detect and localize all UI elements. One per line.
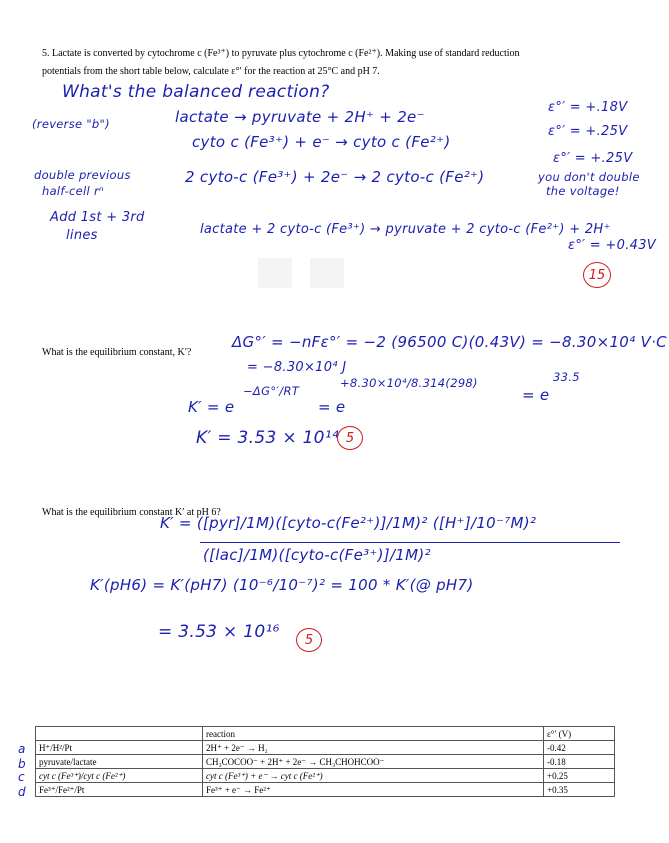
row-letter-a: a <box>18 742 26 756</box>
table-cell-couple: cyt c (Fe³⁺)/cyt c (Fe²⁺) <box>36 769 203 783</box>
table-header-potential: ε°′ (V) <box>544 727 615 741</box>
table-header-row <box>36 727 615 741</box>
table-cell-potential: -0.42 <box>544 741 615 755</box>
k-expr-exponent-3: 33.5 <box>553 370 580 384</box>
overall-reaction: lactate + 2 cyto-c (Fe³⁺) → pyruvate + 2 cyto-c (Fe²⁺) + 2H⁺ <box>200 222 611 237</box>
k-expr-left: K′ = e <box>188 398 235 416</box>
note-line-2: the voltage! <box>546 184 620 198</box>
k-expr-right: = e <box>522 386 550 404</box>
table-cell-potential: +0.35 <box>544 783 615 797</box>
table-row <box>36 783 615 797</box>
half-reaction-3-potential: ε°′ = +.25V <box>553 151 633 166</box>
k-expr-exponent-1: −ΔG°′/RT <box>243 384 300 398</box>
row-letter-d: d <box>18 785 26 799</box>
table-header-reaction: reaction <box>203 727 544 741</box>
k-expr-exponent-2: +8.30×10⁴/8.314(298) <box>340 376 478 390</box>
blank-patch-right <box>310 258 344 288</box>
reverse-b-note: (reverse "b") <box>32 117 110 131</box>
table-cell-reaction: Fe³⁺ + e⁻ → Fe²⁺ <box>203 783 544 797</box>
delta-g-line-2: = −8.30×10⁴ J <box>247 360 347 375</box>
row-letter-c: c <box>18 770 25 784</box>
double-label-1: double previous <box>34 168 131 182</box>
table-row <box>36 741 615 755</box>
delta-g-line-1: ΔG°′ = −nFε°′ = −2 (96500 C)(0.43V) = −8.30×10⁴ V·C <box>232 333 667 351</box>
table-cell-reaction: 2H⁺ + 2e⁻ → H₂ <box>203 741 544 755</box>
balanced-heading: What's the balanced reaction? <box>62 82 330 102</box>
k-fraction-numerator: K′ = ([pyr]/1M)([cyto-c(Fe²⁺)]/1M)² ([H⁺]/10⁻⁷M)² <box>160 514 537 532</box>
double-label-2: half-cell rⁿ <box>42 184 104 198</box>
table-header-couple <box>36 727 203 741</box>
table-cell-potential: -0.18 <box>544 755 615 769</box>
half-reaction-3: 2 cyto-c (Fe³⁺) + 2e⁻ → 2 cyto-c (Fe²⁺) <box>185 168 485 186</box>
score-circle-1: 15 <box>583 262 611 288</box>
table-cell-reaction: cyt c (Fe³⁺) + e⁻ → cyt c (Fe²⁺) <box>203 769 544 783</box>
half-reaction-2: cyto c (Fe³⁺) + e⁻ → cyto c (Fe²⁺) <box>192 133 451 151</box>
fraction-bar <box>200 542 620 543</box>
table-cell-potential: +0.25 <box>544 769 615 783</box>
row-letter-b: b <box>18 757 26 771</box>
k-ph6-result: = 3.53 × 10¹⁶ <box>158 622 280 642</box>
note-line-1: you don't double <box>538 170 640 184</box>
score-circle-2: 5 <box>337 426 363 450</box>
table-cell-couple: H⁺/H²/Pt <box>36 741 203 755</box>
score-circle-3: 5 <box>296 628 322 652</box>
k-result: K′ = 3.53 × 10¹⁴ <box>196 428 340 448</box>
question-line-2: potentials from the short table below, calculate ε°′ for the reaction at 25°C and pH 7. <box>42 66 380 77</box>
table-cell-couple: pyruvate/lactate <box>36 755 203 769</box>
add-label-2: lines <box>66 228 98 243</box>
half-reaction-2-potential: ε°′ = +.25V <box>548 124 628 139</box>
overall-potential: ε°′ = +0.43V <box>568 238 656 253</box>
half-reaction-1-potential: ε°′ = +.18V <box>548 100 628 115</box>
table-cell-couple: Fe³⁺/Fe²⁺/Pt <box>36 783 203 797</box>
add-label-1: Add 1st + 3rd <box>50 210 145 225</box>
table-cell-reaction: CH₃COCOO⁻ + 2H⁺ + 2e⁻ → CH₃CHOHCOO⁻ <box>203 755 544 769</box>
k-expr-mid: = e <box>318 398 346 416</box>
k-prompt: What is the equilibrium constant, K′? <box>42 347 192 358</box>
k-ph6-prompt: What is the equilibrium constant K′ at pH 6? <box>42 507 221 518</box>
table-row <box>36 755 615 769</box>
reduction-potential-table <box>35 726 615 797</box>
k-ph6-line: K′(pH6) = K′(pH7) (10⁻⁶/10⁻⁷)² = 100 * K′(@ pH7) <box>90 576 474 594</box>
table-row <box>36 769 615 783</box>
question-line-1: 5. Lactate is converted by cytochrome c (Fe³⁺) to pyruvate plus cytochrome c (Fe²⁺). Making use of standard reduction <box>42 48 520 59</box>
half-reaction-1: lactate → pyruvate + 2H⁺ + 2e⁻ <box>175 108 425 126</box>
k-fraction-denominator: ([lac]/1M)([cyto-c(Fe³⁺)]/1M)² <box>203 546 431 564</box>
blank-patch-left <box>258 258 292 288</box>
